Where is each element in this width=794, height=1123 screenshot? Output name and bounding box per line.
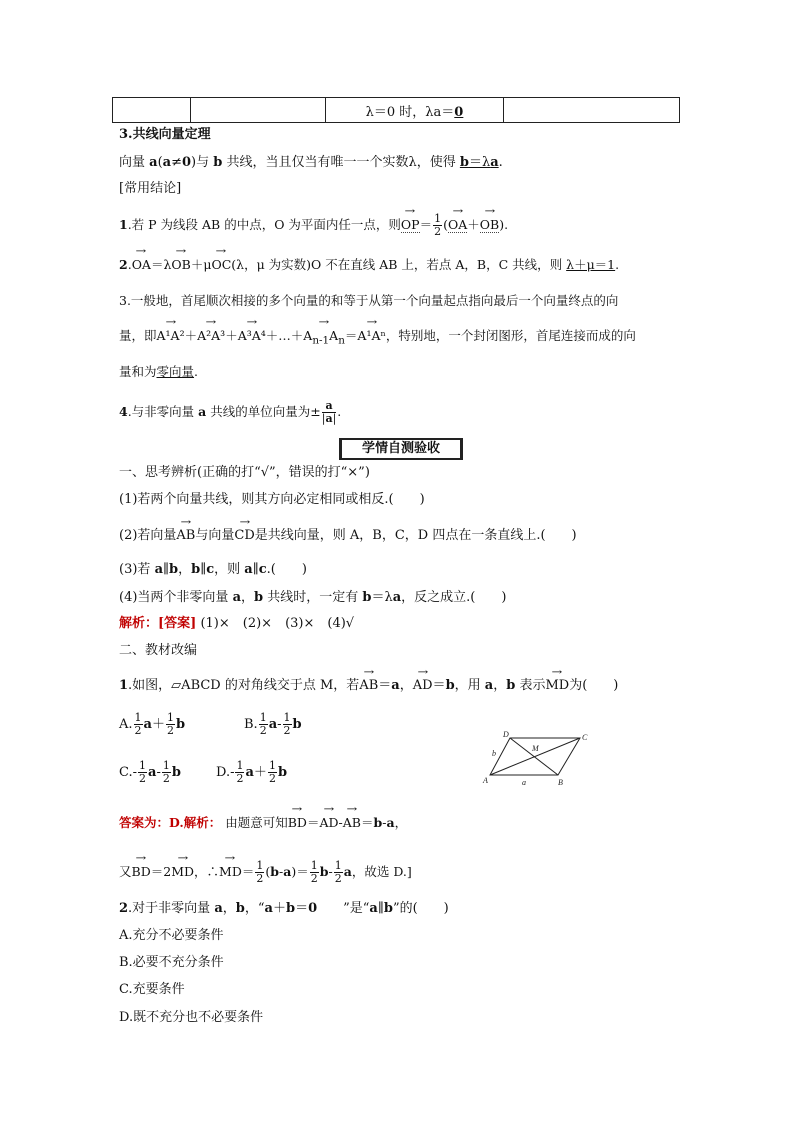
option-a: A. $\frac{1}{2}$ a＋ $\frac{1}{2}$ b — [119, 711, 186, 737]
table-cell — [191, 98, 326, 123]
label-a: A — [483, 776, 488, 785]
exercise-2-option-b: B.必要不充分条件 — [119, 955, 224, 970]
exercise-2-option-d: D.既不充分也不必要条件 — [119, 1010, 264, 1025]
conclusions-label: [常用结论] — [119, 181, 182, 196]
theorem-text: 向量 a(a≠0)与 b 共线，当且仅当有唯一一个实数λ，使得 b＝λa. — [119, 155, 503, 170]
solution-line-1: 答案为：D.解析： 由题意可知→ BD＝→ AD-→ AB＝b-a， — [119, 815, 407, 830]
answer-values: (1)× (2)× (3)× (4)√ — [200, 616, 355, 631]
solution-line-2: 又→ BD＝2→ MD，∴→ MD＝ $\frac{1}{2}$ (b-a)＝ $\frac{1}{2}$ b- $\frac{1}{2}$ a，故选 D.] — [119, 860, 412, 885]
part1-heading: 一、思考辨析(正确的打“√”，错误的打“×”) — [119, 465, 370, 480]
label-m: M — [532, 744, 539, 753]
part2-heading: 二、教材改编 — [119, 643, 198, 658]
table-row — [113, 98, 680, 123]
property-table — [112, 97, 680, 123]
exercise-2: 2.对于非零向量 a，b，“a＋b＝0 ”是“a∥b”的( ) — [119, 901, 449, 916]
exercise-2-option-c: C.充要条件 — [119, 982, 185, 997]
conclusion-3-line3: 量和为零向量. — [119, 364, 199, 379]
conclusion-1: 1.若 P 为线段 AB 的中点，O 为平面内任一点，则→ OP＝ $\frac{1}{2}$ (→ OA＋→ OB). — [119, 213, 508, 238]
table-cell — [113, 98, 191, 123]
conclusion-4: 4.与非零向量 a 共线的单位向量为± $\frac{a}{|a|}$ . — [119, 399, 342, 425]
section-heading: 3.共线向量定理 — [119, 127, 211, 142]
exercise-1: 1.如图，▱ABCD 的对角线交于点 M，若→ AB＝a，→ AD＝b，用 a，b 表示→ MD为( ) — [119, 678, 618, 694]
answer-label: 解析：[答案] — [119, 616, 197, 631]
label-d: D — [503, 730, 509, 739]
conclusion-3-line1: 3.一般地，首尾顺次相接的多个向量的和等于从第一个向量起点指向最后一个向量终点的向 — [119, 293, 619, 308]
question-4: (4)当两个非零向量 a，b 共线时，一定有 b＝λa，反之成立.( ) — [119, 590, 507, 605]
label-c: C — [582, 733, 588, 742]
table-cell: λ＝0 时，λa＝0 — [326, 98, 504, 123]
label-b: b — [492, 749, 496, 758]
question-2: (2)若向量→ AB与向量→ CD是共线向量，则 A，B，C，D 四点在一条直线上.( ) — [119, 528, 577, 544]
label-a-side: a — [522, 778, 526, 787]
exercise-2-option-a: A.充分不必要条件 — [119, 928, 224, 943]
label-b-vertex: B — [558, 778, 563, 787]
answer-line — [119, 616, 354, 632]
option-b: B. $\frac{1}{2}$ a- $\frac{1}{2}$ b — [244, 711, 302, 737]
question-3: (3)若 a∥b，b∥c，则 a∥c.( ) — [119, 562, 307, 577]
table-cell — [504, 98, 680, 123]
question-1: (1)若两个向量共线，则其方向必定相同或相反.( ) — [119, 492, 425, 507]
section-banner: 学情自测验收 — [339, 438, 463, 460]
conclusion-2: 2.→ OA＝λ→ OB＋μ→ OC(λ，μ 为实数)O 不在直线 AB 上，若点 A，B，C 共线，则 λ＋μ＝1. — [119, 257, 619, 272]
parallelogram-figure — [478, 728, 590, 788]
option-d: D.- $\frac{1}{2}$ a＋ $\frac{1}{2}$ b — [216, 759, 288, 785]
conclusion-3-line2: 量，即→ A¹A²＋→ A²A³＋→ A³A⁴＋…＋→ $A_{n-1}A_n=\to A^1A^n$，特别地，一个封闭图形，首尾连接而成的向 — [119, 328, 636, 347]
option-c: C.- $\frac{1}{2}$ a- $\frac{1}{2}$ b — [119, 759, 181, 785]
solution-label: 答案为：D.解析： — [119, 815, 222, 830]
